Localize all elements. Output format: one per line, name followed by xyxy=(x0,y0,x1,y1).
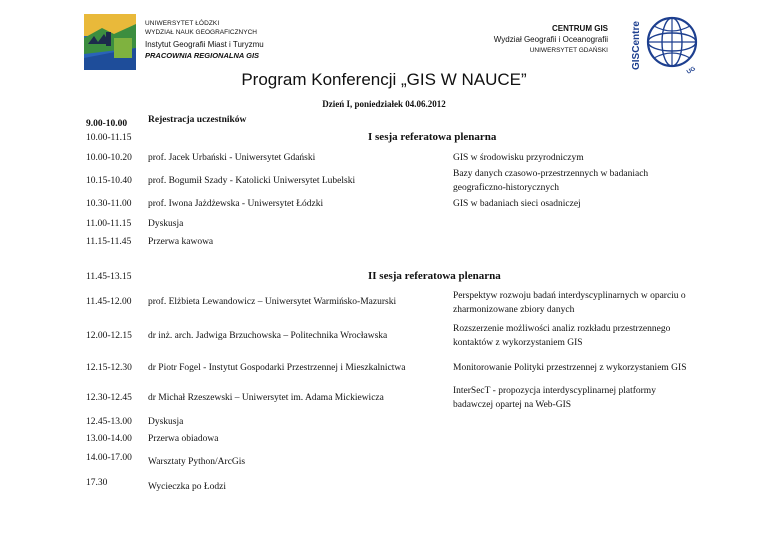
speaker: dr inż. arch. Jadwiga Brzuchowska – Politechnika Wrocławska xyxy=(148,331,388,341)
topic: GIS w środowisku przyrodniczym xyxy=(453,153,584,163)
row-time: 13.00-14.00 xyxy=(86,434,132,444)
institute-name: Instytut Geografii Miast i Turyzmu xyxy=(145,40,264,49)
row-time: 17.30 xyxy=(86,478,108,488)
row-time: 11.45-12.00 xyxy=(86,297,132,307)
topic-line-2: badawczej opartej na Web-GIS xyxy=(453,400,572,410)
session-heading-2: II sesja referatowa plenarna xyxy=(368,270,501,282)
pracownia-gis-logo xyxy=(84,14,136,70)
row-time: 10.15-10.40 xyxy=(86,176,132,186)
speaker: prof. Iwona Jażdżewska - Uniwersytet Łódzki xyxy=(148,199,324,209)
university-gdansk: UNIWERSYTET GDAŃSKI xyxy=(529,47,608,54)
svg-text:UG: UG xyxy=(686,66,697,76)
topic-line-1: Perspektyw rozwoju badań interdyscyplinarnych w oparciu o xyxy=(453,291,686,301)
topic-line-1: Rozszerzenie możliwości analiz rozkładu przestrzennego xyxy=(453,324,671,334)
topic-line-2: geograficzno-historycznych xyxy=(453,183,560,193)
row-time: 9.00-10.00 xyxy=(86,119,128,129)
row-time: 10.30-11.00 xyxy=(86,199,132,209)
day-heading: Dzień I, poniedziałek 04.06.2012 xyxy=(322,99,446,109)
conference-title: Program Konferencji „GIS W NAUCE” xyxy=(241,70,527,89)
coffee-break-label: Przerwa kawowa xyxy=(148,237,214,247)
workshop-label: Warsztaty Python/ArcGis xyxy=(148,457,246,467)
discussion-label: Dyskusja xyxy=(148,219,184,229)
excursion-label: Wycieczka po Łodzi xyxy=(148,482,227,492)
centrum-gis-name: CENTRUM GIS xyxy=(552,24,608,33)
speaker: dr Piotr Fogel - Instytut Gospodarki Przestrzennej i Mieszkalnictwa xyxy=(148,363,406,373)
speaker: dr Michał Rzeszewski – Uniwersytet im. Adama Mickiewicza xyxy=(148,393,384,403)
topic: Monitorowanie Polityki przestrzennej z wykorzystaniem GIS xyxy=(453,363,687,373)
giscentre-logo xyxy=(630,10,702,78)
faculty-name: WYDZIAŁ NAUK GEOGRAFICZNYCH xyxy=(145,29,257,36)
row-time: 11.15-11.45 xyxy=(86,237,132,247)
registration-label: Rejestracja uczestników xyxy=(148,115,247,125)
speaker: prof. Bogumił Szady - Katolicki Uniwersytet Lubelski xyxy=(148,176,356,186)
row-time: 12.45-13.00 xyxy=(86,417,132,427)
topic-line-2: kontaktów z wykorzystaniem GIS xyxy=(453,338,583,348)
faculty-geography-oceanography: Wydział Geografii i Oceanografii xyxy=(493,35,608,44)
topic-line-1: Bazy danych czasowo-przestrzennych w badaniach xyxy=(453,169,649,179)
row-time: 12.15-12.30 xyxy=(86,363,132,373)
university-lodz: UNIWERSYTET ŁÓDZKI xyxy=(145,20,220,27)
row-time: 10.00-10.20 xyxy=(86,153,132,163)
speaker: prof. Jacek Urbański - Uniwersytet Gdański xyxy=(148,153,316,163)
topic-line-1: InterSecT - propozycja interdyscyplinarnej platformy xyxy=(453,386,656,396)
row-time: 11.45-13.15 xyxy=(86,272,132,282)
topic: GIS w badaniach sieci osadniczej xyxy=(453,199,581,209)
session-heading-1: I sesja referatowa plenarna xyxy=(368,131,497,143)
row-time: 11.00-11.15 xyxy=(86,219,132,229)
lab-name: PRACOWNIA REGIONALNA GIS xyxy=(145,51,260,60)
row-time: 14.00-17.00 xyxy=(86,453,132,463)
row-time: 10.00-11.15 xyxy=(86,133,132,143)
lunch-break-label: Przerwa obiadowa xyxy=(148,434,219,444)
speaker: prof. Elżbieta Lewandowicz – Uniwersytet Warmińsko-Mazurski xyxy=(148,297,397,307)
svg-text:GISCentre: GISCentre xyxy=(631,21,642,70)
row-time: 12.00-12.15 xyxy=(86,331,132,341)
row-time: 12.30-12.45 xyxy=(86,393,132,403)
discussion-label: Dyskusja xyxy=(148,417,184,427)
topic-line-2: zharmonizowane zbiory danych xyxy=(453,305,575,315)
